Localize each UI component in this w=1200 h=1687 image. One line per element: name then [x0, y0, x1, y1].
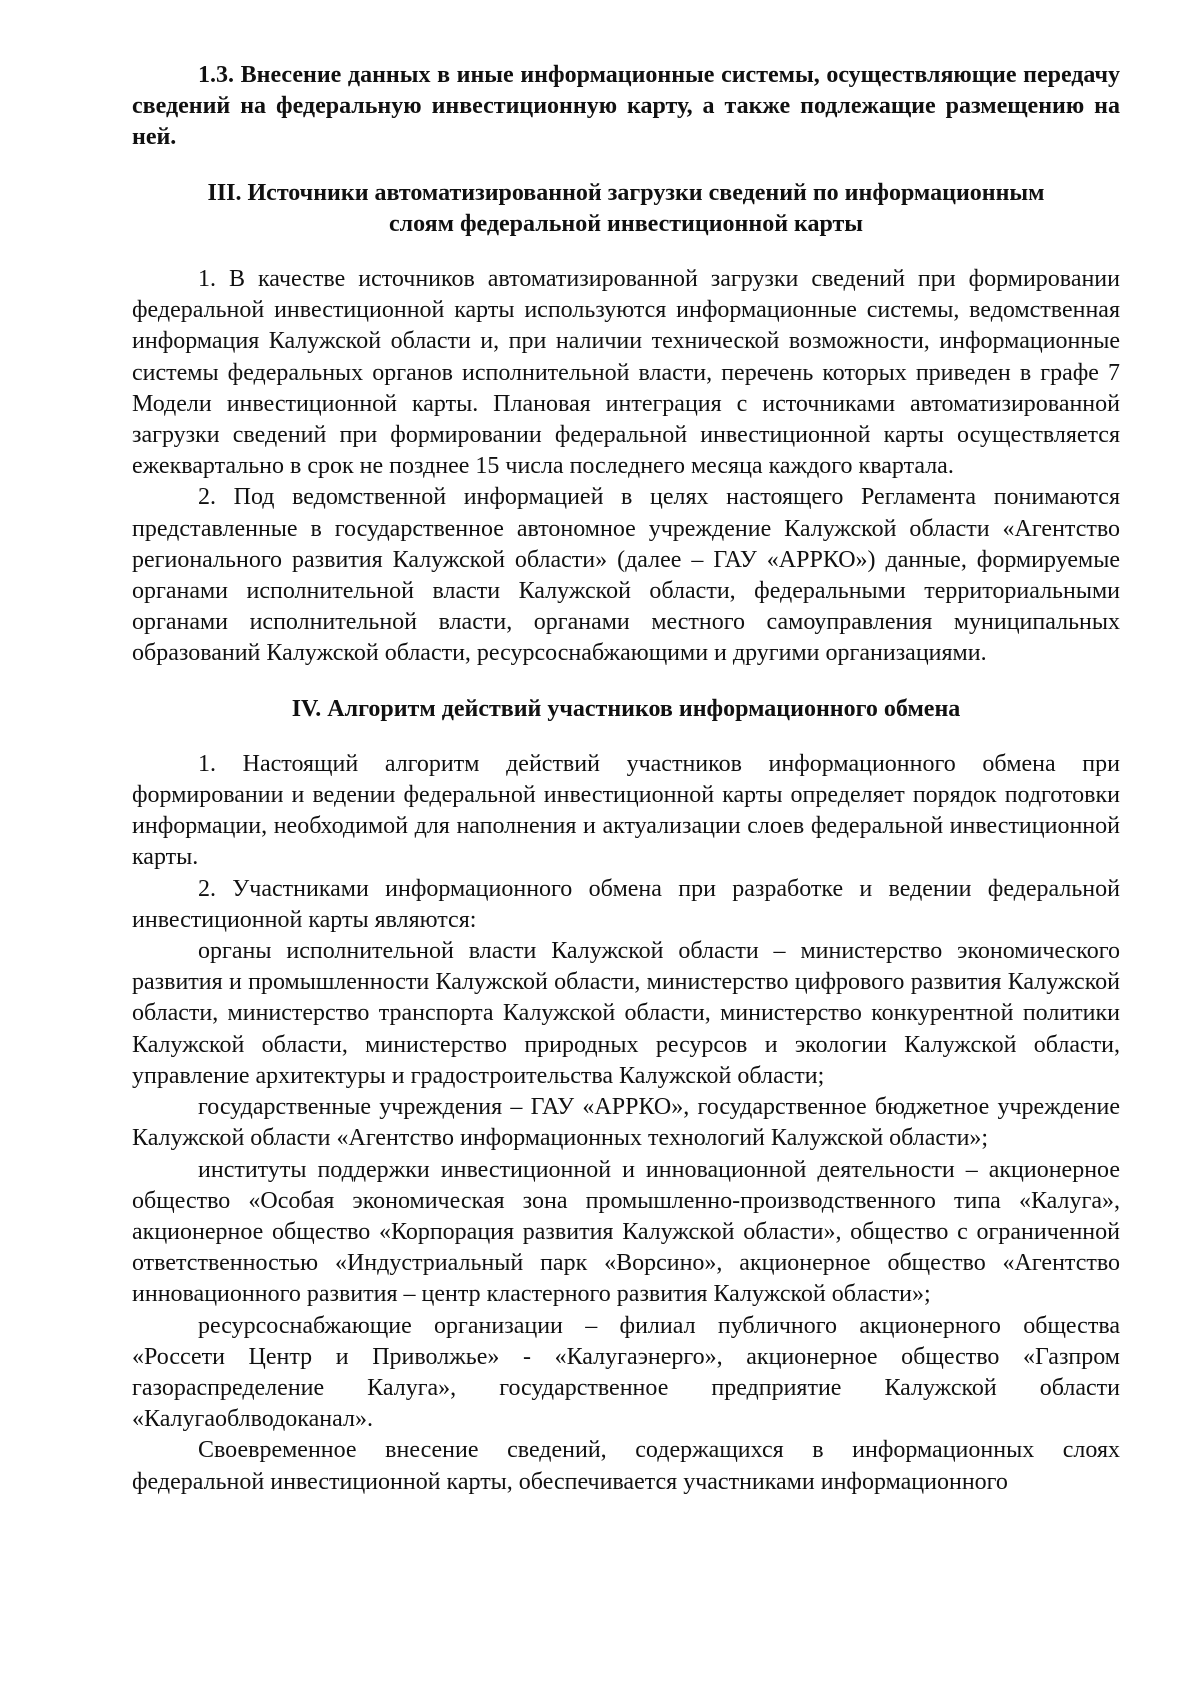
- section-3-paragraph-2: 2. Под ведомственной информацией в целях настоящего Регламента понимаются представленные в государственное автономное учреждение Калужской области «Агентство регионального развития Калужской области» (далее – ГАУ «АРРКО») данные, формируемые органами исполнительной власти Калужской области, федеральными территориальными органами исполнительной власти, органами местного самоуправления муниципальных образований Калужской области, ресурсоснабжающими и другими организациями.: [132, 484, 1120, 667]
- participants-resource-organizations: ресурсоснабжающие организации – филиал публичного акционерного общества «Россети Центр и Приволжье» - «Калугаэнерго», акционерное общество «Газпром газораспределение Калуга», государственное предприятие Калужской области «Калугаоблводоканал».: [132, 1312, 1120, 1433]
- section-4-paragraph-2: 2. Участниками информационного обмена при разработке и ведении федеральной инвестиционной карты являются:: [132, 875, 1120, 933]
- section-3-heading-line1: III. Источники автоматизированной загрузки сведений по информационным: [207, 179, 1045, 206]
- intro-item-1-3: 1.3. Внесение данных в иные информационные системы, осуществляющие передачу сведений на федеральную инвестиционную карту, а также подлежащие размещению на ней.: [132, 62, 1120, 151]
- participants-executive-bodies: органы исполнительной власти Калужской области – министерство экономического развития и промышленности Калужской области, министерство цифрового развития Калужской области, министерство транспорта Калужской области, министерство конкурентной политики Калужской области, министерство природных ресурсов и экологии Калужской области, управление архитектуры и градостроительства Калужской области;: [132, 938, 1120, 1089]
- section-4-paragraph-1: 1. Настоящий алгоритм действий участников информационного обмена при формировании и ведении федеральной инвестиционной карты определяет порядок подготовки информации, необходимой для наполнения и актуализации слоев федеральной инвестиционной карты.: [132, 750, 1120, 871]
- participants-support-institutes: институты поддержки инвестиционной и инновационной деятельности – акционерное общество «Особая экономическая зона промышленно-производственного типа «Калуга», акционерное общество «Корпорация развития Калужской области», общество с ограниченной ответственностью «Индустриальный парк «Ворсино», акционерное общество «Агентство инновационного развития – центр кластерного развития Калужской области»;: [132, 1156, 1120, 1308]
- section-4-heading: IV. Алгоритм действий участников информационного обмена: [291, 695, 961, 722]
- section-3-heading: [132, 178, 1120, 240]
- section-3-paragraph-1: 1. В качестве источников автоматизированной загрузки сведений при формировании федеральной инвестиционной карты используются информационные системы, ведомственная информация Калужской области и, при наличии технической возможности, информационные системы федеральных органов исполнительной власти, перечень которых приведен в графе 7 Модели инвестиционной карты. Плановая интеграция с источниками автоматизированной загрузки сведений при формировании федеральной инвестиционной карты осуществляется ежеквартально в срок не позднее 15 числа последнего месяца каждого квартала.: [132, 266, 1120, 480]
- section-3-heading-line2: слоям федеральной инвестиционной карты: [388, 210, 864, 237]
- participants-state-institutions: государственные учреждения – ГАУ «АРРКО», государственное бюджетное учреждение Калужской области «Агентство информационных технологий Калужской области»;: [132, 1094, 1120, 1152]
- section-4-paragraph-timely-submission: Своевременное внесение сведений, содержащихся в информационных слоях федеральной инвестиционной карты, обеспечивается участниками информационного: [132, 1437, 1120, 1495]
